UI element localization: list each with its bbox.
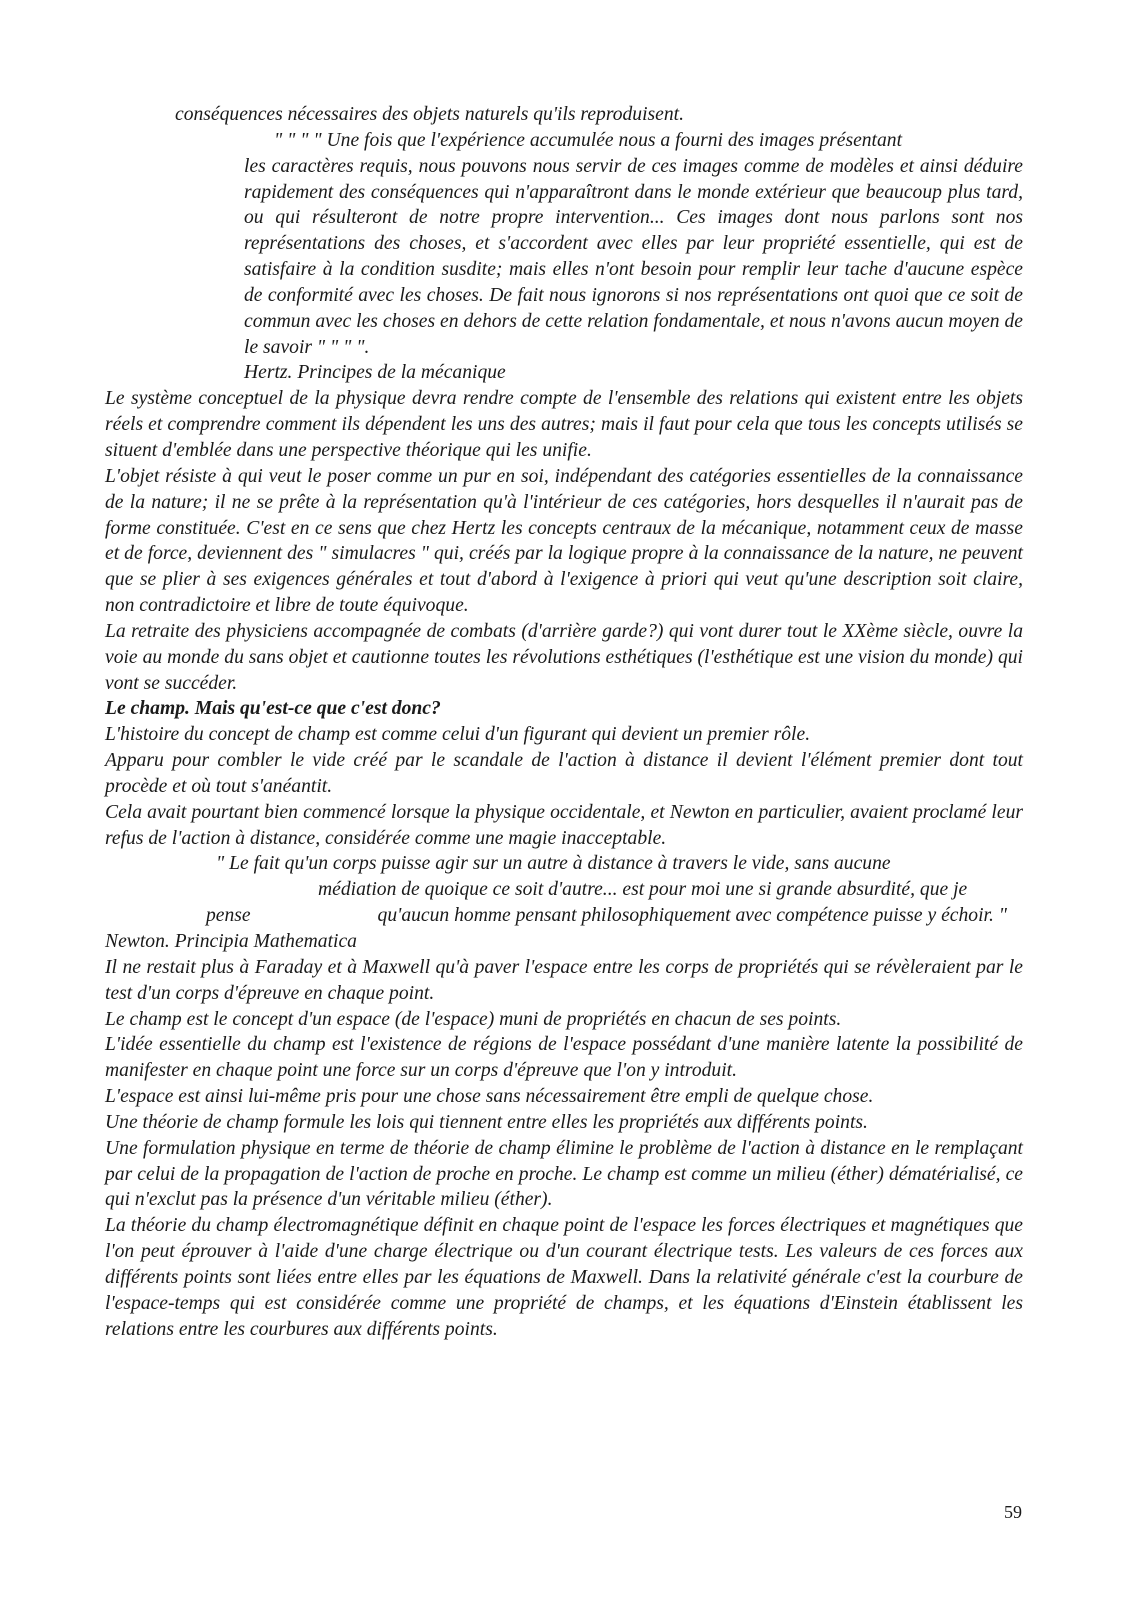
newton-quote-line: médiation de quoique ce soit d'autre... est pour moi une si grande absurdité, que je pense — [206, 879, 968, 927]
paragraph: L'objet résiste à qui veut le poser comme un pur en soi, indépendant des catégories essentielles de la connaissance de la nature; il ne se prête à la représentation qu'à l'intérieur de ces catégories, hors desquelles il n'aurait pas de forme constituée. C'est en ce sens que chez Hertz les concepts centraux de la mécanique, notamment ceux de masse et de force, deviennent des " simulacres " qui, créés par la logique propre à la connaissance de la nature, ne peuvent que se plier à ses exigences générales et tout d'abord à l'exigence à priori qui veut qu'une description soit claire, non contradictoire et libre de toute équivoque. — [105, 465, 1023, 617]
paragraph: Une théorie de champ formule les lois qui tiennent entre elles les propriétés aux différents points. — [105, 1111, 868, 1133]
document-body — [105, 102, 1023, 1343]
hertz-quote — [105, 128, 1023, 386]
hertz-quote-first-line: " " " " Une fois que l'expérience accumulée nous a fourni des images présentant — [274, 129, 903, 151]
section-heading: Le champ. Mais qu'est-ce que c'est donc? — [105, 698, 441, 720]
newton-quote-source: Newton. Principia Mathematica — [105, 931, 357, 952]
newton-quote-line: " Le fait qu'un corps puisse agir sur un autre à distance à travers le vide, sans aucune — [216, 853, 891, 875]
intro-line: conséquences nécessaires des objets naturels qu'ils reproduisent. — [175, 104, 685, 125]
newton-quote — [105, 851, 1023, 929]
hertz-quote-source: Hertz. Principes de la mécanique — [244, 362, 506, 384]
paragraph: Il ne restait plus à Faraday et à Maxwell qu'à paver l'espace entre les corps de propriétés qui se révèleraient par le test d'un corps d'épreuve en chaque point. — [105, 956, 1023, 1004]
paragraph: L'idée essentielle du champ est l'existence de régions de l'espace possédant d'une manière latente la possibilité de manifester en chaque point une force sur un corps d'épreuve que l'on y introduit. — [105, 1034, 1023, 1082]
paragraph: Le champ est le concept d'un espace (de l'espace) muni de propriétés en chacun de ses points. — [105, 1008, 842, 1030]
paragraph: La théorie du champ électromagnétique définit en chaque point de l'espace les forces électriques et magnétiques que l'on peut éprouver à l'aide d'une charge électrique ou d'un courant électrique tests. Les valeurs de ces forces aux différents points sont liées entre elles par les équations de Maxwell. Dans la relativité générale c'est la courbure de l'espace-temps qui est considérée comme une propriété de champs, et les équations d'Einstein établissent les relations entre les courbures aux différents points. — [105, 1215, 1023, 1340]
paragraph: La retraite des physiciens accompagnée de combats (d'arrière garde?) qui vont durer tout le XXème siècle, ouvre la voie au monde du sans objet et cautionne toutes les révolutions esthétiques (l'esthétique est une vision du monde) qui vont se succéder. — [105, 620, 1023, 694]
newton-quote-line: qu'aucun homme pensant philosophiquement avec compétence puisse y échoir. " — [377, 905, 1007, 927]
page-number: 59 — [1004, 1502, 1022, 1522]
paragraph: L'histoire du concept de champ est comme celui d'un figurant qui devient un premier rôle. — [105, 724, 811, 746]
paragraph: Le système conceptuel de la physique devra rendre compte de l'ensemble des relations qui existent entre les objets réels et comprendre comment ils dépendent les uns des autres; mais il faut pour cela que tous les concepts utilisés se situent d'emblée dans une perspective théorique qui les unifie. — [105, 388, 1023, 461]
paragraph: L'espace est ainsi lui-même pris pour une chose sans nécessairement être empli de quelque chose. — [105, 1086, 874, 1108]
hertz-quote-body: les caractères requis, nous pouvons nous servir de ces images comme de modèles et ainsi déduire rapidement des conséquences qui n'apparaîtront dans le monde extérieur que beaucoup plus tard, ou qui résulteront de notre propre intervention... Ces images dont nous parlons sont nos représentations des choses, et s'accordent avec elles par leur propriété essentielle, qui est de satisfaire à la condition susdite; mais elles n'ont besoin pour remplir leur tache d'aucune espèce de conformité avec les choses. De fait nous ignorons si nos représentations ont quoi que ce soit de commun avec les choses en dehors de cette relation fondamentale, et nous n'avons aucun moyen de le savoir " " " ". — [244, 155, 1023, 358]
paragraph: Une formulation physique en terme de théorie de champ élimine le problème de l'action à distance en le remplaçant par celui de la propagation de l'action de proche en proche. Le champ est comme un milieu (éther) dématérialisé, ce qui n'exclut pas la présence d'un véritable milieu (éther). — [105, 1137, 1023, 1211]
paragraph: Cela avait pourtant bien commencé lorsque la physique occidentale, et Newton en particulier, avaient proclamé leur refus de l'action à distance, considérée comme une magie inacceptable. — [105, 801, 1023, 849]
paragraph: Apparu pour combler le vide créé par le scandale de l'action à distance il devient l'élément premier dont tout procède et où tout s'anéantit. — [105, 750, 1023, 797]
